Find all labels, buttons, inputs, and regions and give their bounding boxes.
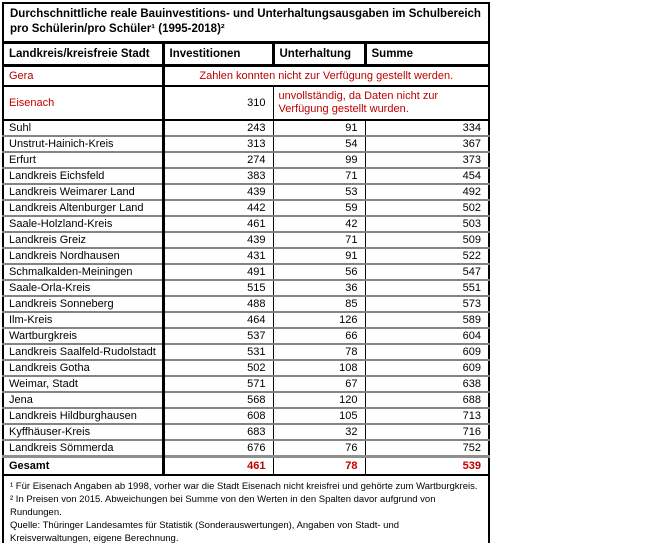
investitionen-value: 442: [163, 200, 273, 216]
total-label: Gesamt: [3, 457, 163, 476]
investitionen-value: 383: [163, 168, 273, 184]
missing-data-message: Zahlen konnten nicht zur Verfügung gestellt werden.: [163, 66, 489, 87]
column-header-investitionen: Investitionen: [163, 43, 273, 66]
summe-value: 752: [365, 440, 489, 457]
table-row: [3, 408, 489, 424]
table-row: [3, 424, 489, 440]
summe-value: 509: [365, 232, 489, 248]
unterhaltung-value: 91: [273, 120, 365, 136]
district-name: Unstrut-Hainich-Kreis: [3, 136, 163, 152]
summe-value: 502: [365, 200, 489, 216]
table-row: [3, 152, 489, 168]
table-row: [3, 328, 489, 344]
summe-value: 551: [365, 280, 489, 296]
summe-value: 547: [365, 264, 489, 280]
unterhaltung-value: 32: [273, 424, 365, 440]
total-investitionen-value: 461: [163, 457, 273, 476]
table-footnote-row: [3, 475, 489, 543]
table-row-eisenach: [3, 86, 489, 120]
summe-value: 638: [365, 376, 489, 392]
unterhaltung-value: 85: [273, 296, 365, 312]
summe-value: 604: [365, 328, 489, 344]
summe-value: 367: [365, 136, 489, 152]
district-name: Landkreis Eichsfeld: [3, 168, 163, 184]
district-name: Landkreis Saalfeld-Rudolstadt: [3, 344, 163, 360]
district-name: Gera: [3, 66, 163, 87]
unterhaltung-value: 78: [273, 344, 365, 360]
investitionen-value: 310: [163, 86, 273, 120]
footnote-text: ¹ Für Eisenach Angaben ab 1998, vorher war die Stadt Eisenach nicht kreisfrei und gehörte zum Wartburgkreis. ² In Preisen von 2015. Abweichungen bei Summe von den Werten in den Spalten davor aufgrund von Rundungen.: [10, 481, 478, 518]
district-name: Landkreis Sömmerda: [3, 440, 163, 457]
district-name: Landkreis Sonneberg: [3, 296, 163, 312]
district-name: Weimar, Stadt: [3, 376, 163, 392]
district-name: Landkreis Gotha: [3, 360, 163, 376]
table-row-gera: [3, 66, 489, 87]
unterhaltung-value: 126: [273, 312, 365, 328]
investitionen-value: 313: [163, 136, 273, 152]
unterhaltung-value: 53: [273, 184, 365, 200]
unterhaltung-value: 67: [273, 376, 365, 392]
district-name: Erfurt: [3, 152, 163, 168]
summe-value: 688: [365, 392, 489, 408]
table-row: [3, 312, 489, 328]
investitionen-value: 439: [163, 232, 273, 248]
source-text: Quelle: Thüringer Landesamtes für Statistik (Sonderauswertungen), Angaben von Stadt- und Kreisverwaltungen, eigene Berechnung.: [10, 520, 400, 543]
district-name: Landkreis Greiz: [3, 232, 163, 248]
table-row: [3, 264, 489, 280]
investitionen-value: 537: [163, 328, 273, 344]
investitionen-value: 676: [163, 440, 273, 457]
table-row: [3, 344, 489, 360]
unterhaltung-value: 42: [273, 216, 365, 232]
district-name: Landkreis Nordhausen: [3, 248, 163, 264]
table-row: [3, 280, 489, 296]
statistics-table: [2, 2, 490, 543]
summe-value: 573: [365, 296, 489, 312]
investitionen-value: 608: [163, 408, 273, 424]
column-header-summe: Summe: [365, 43, 489, 66]
unterhaltung-value: 71: [273, 232, 365, 248]
table-row: [3, 216, 489, 232]
column-header-unterhaltung: Unterhaltung: [273, 43, 365, 66]
investitionen-value: 461: [163, 216, 273, 232]
table-row: [3, 376, 489, 392]
district-name: Suhl: [3, 120, 163, 136]
table-row: [3, 184, 489, 200]
table-row: [3, 392, 489, 408]
table-row: [3, 120, 489, 136]
investitionen-value: 431: [163, 248, 273, 264]
summe-value: 492: [365, 184, 489, 200]
investitionen-value: 439: [163, 184, 273, 200]
unterhaltung-value: 54: [273, 136, 365, 152]
table-total-row: [3, 457, 489, 476]
district-name: Schmalkalden-Meiningen: [3, 264, 163, 280]
unterhaltung-value: 66: [273, 328, 365, 344]
table-title-row: [3, 3, 489, 43]
unterhaltung-value: 105: [273, 408, 365, 424]
unterhaltung-value: 36: [273, 280, 365, 296]
unterhaltung-value: 91: [273, 248, 365, 264]
investitionen-value: 571: [163, 376, 273, 392]
summe-value: 609: [365, 344, 489, 360]
table-row: [3, 232, 489, 248]
summe-value: 522: [365, 248, 489, 264]
unterhaltung-value: 120: [273, 392, 365, 408]
summe-value: 373: [365, 152, 489, 168]
district-name: Landkreis Weimarer Land: [3, 184, 163, 200]
column-header-landkreis: Landkreis/kreisfreie Stadt: [3, 43, 163, 66]
district-name: Saale-Holzland-Kreis: [3, 216, 163, 232]
table-row: [3, 168, 489, 184]
footnote-cell: [3, 475, 489, 543]
summe-value: 503: [365, 216, 489, 232]
investitionen-value: 531: [163, 344, 273, 360]
table-title: Durchschnittliche reale Bauinvestitions- und Unterhaltungsausgaben im Schulbereich pro Schülerin/pro Schüler¹ (1995-2018)²: [3, 3, 489, 43]
investitionen-value: 515: [163, 280, 273, 296]
investitionen-value: 491: [163, 264, 273, 280]
incomplete-data-message: unvollständig, da Daten nicht zur Verfügung gestellt wurden.: [273, 86, 489, 120]
summe-value: 716: [365, 424, 489, 440]
district-name: Landkreis Hildburghausen: [3, 408, 163, 424]
summe-value: 713: [365, 408, 489, 424]
unterhaltung-value: 99: [273, 152, 365, 168]
district-name: Saale-Orla-Kreis: [3, 280, 163, 296]
table-row: [3, 360, 489, 376]
district-name: Jena: [3, 392, 163, 408]
summe-value: 589: [365, 312, 489, 328]
district-name: Eisenach: [3, 86, 163, 120]
district-name: Landkreis Altenburger Land: [3, 200, 163, 216]
unterhaltung-value: 71: [273, 168, 365, 184]
investitionen-value: 502: [163, 360, 273, 376]
summe-value: 334: [365, 120, 489, 136]
table-header-row: [3, 43, 489, 66]
unterhaltung-value: 59: [273, 200, 365, 216]
district-name: Kyffhäuser-Kreis: [3, 424, 163, 440]
summe-value: 454: [365, 168, 489, 184]
table-row: [3, 200, 489, 216]
district-name: Wartburgkreis: [3, 328, 163, 344]
investitionen-value: 683: [163, 424, 273, 440]
unterhaltung-value: 76: [273, 440, 365, 457]
investitionen-value: 243: [163, 120, 273, 136]
unterhaltung-value: 108: [273, 360, 365, 376]
total-summe-value: 539: [365, 457, 489, 476]
investitionen-value: 464: [163, 312, 273, 328]
unterhaltung-value: 56: [273, 264, 365, 280]
investitionen-value: 488: [163, 296, 273, 312]
total-unterhaltung-value: 78: [273, 457, 365, 476]
summe-value: 609: [365, 360, 489, 376]
table-row: [3, 440, 489, 457]
investitionen-value: 568: [163, 392, 273, 408]
table-row: [3, 296, 489, 312]
table-row: [3, 248, 489, 264]
investitionen-value: 274: [163, 152, 273, 168]
table-row: [3, 136, 489, 152]
district-name: Ilm-Kreis: [3, 312, 163, 328]
